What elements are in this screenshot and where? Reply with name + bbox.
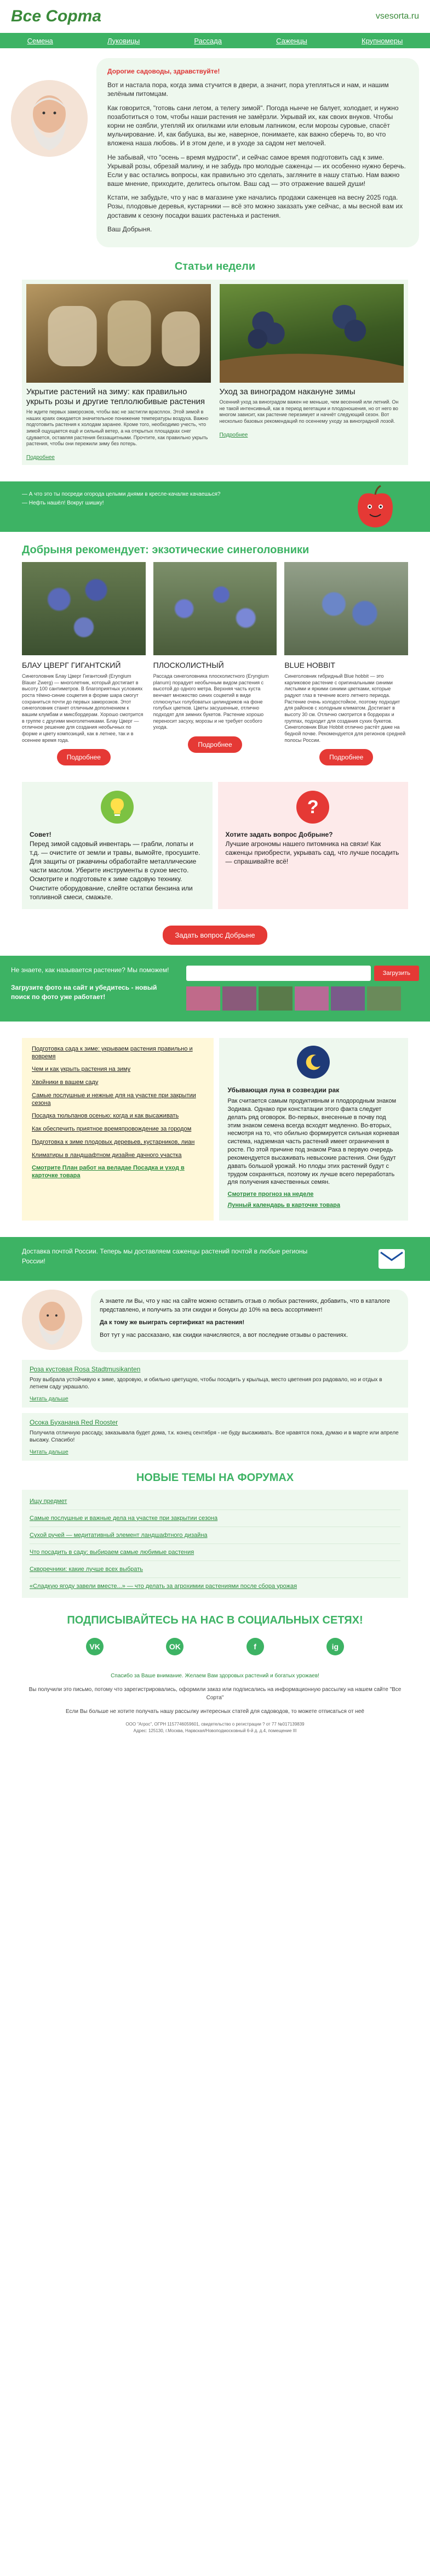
greeting: Дорогие садоводы, здравствуйте! — [107, 67, 220, 75]
product-more-button[interactable]: Подробнее — [319, 749, 373, 765]
photo-search-cta: Загрузите фото на сайт и убедитесь - новый поиск по фото уже работает! — [11, 984, 157, 1001]
post-delivery-band — [0, 1237, 430, 1281]
moon-icon — [297, 1046, 330, 1079]
article-more-link[interactable]: Подробнее — [26, 455, 55, 461]
product-card — [22, 562, 146, 765]
review-text: Получила отличную рассаду, заказывала будет дома, т.к. конец сентября - не буду высаживать. Все нравятся пока, думаю и в марте или апреле высажу. Спасибо! — [30, 1429, 399, 1444]
list-item[interactable]: Смотрите План работ на веладае Посадка и уход в карточке товара — [32, 1165, 185, 1179]
forum-topic[interactable]: Самые послушные и важные дела на участке при закрытии сезона — [30, 1510, 400, 1527]
nav-bar — [0, 33, 430, 48]
joke-line-1: — А что это ты посреди огорода целыми днями в кресле-качалке качаешься? — [22, 491, 221, 498]
articles-title: Статьи недели — [174, 260, 256, 273]
product-name[interactable]: ПЛОСКОЛИСТНЫЙ — [153, 661, 224, 670]
forum-list — [22, 1490, 408, 1598]
discount-message — [91, 1290, 408, 1352]
product-more-button[interactable]: Подробнее — [57, 749, 111, 765]
intro — [0, 48, 430, 253]
tips-row — [22, 782, 408, 909]
forum-topic[interactable]: Сухой ручей — медитативный элемент ландшафтного дизайна — [30, 1527, 400, 1544]
footer — [22, 1672, 408, 1734]
review-card — [22, 1413, 408, 1461]
photo-search-band — [0, 956, 430, 1022]
intro-signature: Ваш Добрыня. — [107, 225, 152, 233]
intro-p4: Кстати, не забудьте, что у нас в магазине уже начались продажи саженцев на весну 2025 года. Розы, плодовые деревья, кустарники — всё это можно заказать уже сейчас, а мы весной вам их доставим к сезону посадки ваших растенька и растения. — [107, 194, 403, 219]
thumb-image[interactable] — [186, 986, 220, 1011]
moon-forecast-link[interactable]: Смотрите прогноз на неделе — [227, 1191, 314, 1198]
forum-topic[interactable]: «Сладкую ягоду завели вместе...» — что делать за агрохимии растениями после сбора урожая — [30, 1582, 297, 1590]
discount-p1: А знаете ли Вы, что у нас на сайте можно оставить отзыв о любых растениях, добавить, что в каталоге представлено, и получить за эти скидки и бонусы до 10% на весь ассортимент! — [100, 1298, 391, 1313]
article-text: Осенний уход за виноградом важен не меньше, чем весенний или летний. Он не такой интенсивный, как в период вегетации и плодоношения, но от него во многом зависит, как растение перезимует и начнёт следующий сезон. Вот несколько базовых рекомендаций по осеннему уходу за виноградной лозой. — [219, 399, 399, 424]
moon-calendar-link[interactable]: Лунный календарь в карточке товара — [227, 1202, 341, 1209]
product-text: Синеголовник Блау Цверг Гигантский (Eryngium Blauer Zwerg) — многолетник, который достигает в высоту 100 сантиметров. В благоприятных условиях роста тёмно-синие соцветия в форме шара смогут сохраниться почти до первых заморозков. Этот синеголовник станет отличным дополнением к вашим клумбам и миксбордерам. Хорошо смотрится в группе с другими многолетниками. Блау Цверг — отличное решение для создания необычных по форме и цвету композиций, как в летнее, так и в осеннее время года. — [22, 673, 144, 743]
reviews-list — [22, 1360, 408, 1461]
intro-p1: Вот и настала пора, когда зима стучится в двери, а значит, пора утепляться и нам, и нашим зелёным питомцам. — [107, 81, 389, 98]
links-list — [22, 1038, 214, 1221]
review-more-link[interactable]: Читать дальше — [30, 1449, 68, 1455]
article-title[interactable]: Уход за виноградом накануне зимы — [219, 387, 356, 396]
intro-message — [96, 58, 419, 247]
recommend-title: Добрыня рекомендует: экзотические синеголовники — [22, 544, 309, 557]
nav-item-large-plants[interactable]: Крупномеры — [362, 36, 403, 45]
forum-title: НОВЫЕ ТЕМЫ НА ФОРУМАХ — [136, 1471, 294, 1484]
ask-dobrynya-button[interactable]: Задать вопрос Добрыне — [163, 926, 267, 945]
article-text: Не ждите первых заморозков, чтобы вас не застигли врасплох. Этой зимой в наших краях ожидается значительное понижение температуры воздуха. Важно подготовить растения к холодам заранее. Кроме того, необходимо учесть, что зимой ощущается ещё и сильный ветер, а на открытых площадках снег сдувается, оставляя растения беззащитными. Прочтите, как правильно укрыть растения, чтобы они пережили зиму без потерь. — [26, 409, 209, 447]
nav-item-seeds[interactable]: Семена — [27, 36, 53, 45]
dobrynya-avatar — [22, 1290, 82, 1350]
photo-upload-field[interactable] — [186, 966, 371, 981]
list-item[interactable]: Самые послушные и нежные для на участке при закрытии сезона — [32, 1092, 196, 1107]
footer-legal: ООО "Агрос", ОГРН 1157746059601, свидетельство о регистрации ? от 77 №017139839 — [125, 1721, 305, 1727]
advice-title: Совет! — [30, 831, 51, 839]
logo-text: Все Сорта — [11, 7, 102, 25]
upload-button[interactable]: Загрузить — [374, 966, 419, 981]
footer-unsubscribe[interactable]: Если Вы больше не хотите получать нашу рассылку интересных статей для садоводов, то можете отписаться от неё — [66, 1708, 364, 1715]
photo-search-widget — [186, 966, 419, 1012]
header — [0, 0, 430, 33]
product-more-button[interactable]: Подробнее — [188, 736, 242, 753]
dobrynya-avatar — [11, 80, 88, 157]
review-card — [22, 1360, 408, 1408]
ask-button-wrap — [0, 920, 430, 945]
thumb-image[interactable] — [367, 986, 401, 1011]
list-item[interactable]: Чем и как укрыть растения на зиму — [32, 1066, 131, 1073]
thumb-image[interactable] — [295, 986, 329, 1011]
footer-notice: Вы получили это письмо, потому что зарегистрировались, оформили заказ или подписались на информационную рассылку на нашем сайте "Все Сорта" — [28, 1686, 402, 1701]
product-image[interactable] — [284, 562, 408, 655]
moon-title: Убывающая луна в созвездии рак — [227, 1086, 340, 1094]
review-title[interactable]: Роза кустовая Rosa Stadtmusikanten — [30, 1365, 141, 1373]
article-card — [215, 280, 409, 465]
product-image[interactable] — [22, 562, 146, 655]
article-card — [22, 280, 215, 465]
review-text: Розу выбрала устойчивую к зиме, здоровую, и обильно цветущую, чтобы посадить у крыльца, место цветения роз радовало, но и отдых в летнем саду украшало. — [30, 1376, 382, 1391]
article-more-link[interactable]: Подробнее — [219, 432, 248, 438]
list-item[interactable]: Хвойники в вашем саду — [32, 1079, 99, 1086]
moon-box — [219, 1038, 409, 1221]
products-grid — [22, 562, 408, 765]
instagram-icon[interactable]: ig — [326, 1638, 344, 1655]
article-title[interactable]: Укрытие растений на зиму: как правильно укрыть розы и другие теплолюбивые растения — [26, 387, 205, 406]
question-icon: ? — [296, 791, 329, 824]
product-text: Синеголовник гибридный Blue hobbit — это карликовое растение с оригинальными синими листьями и яркими синими цветками, которые радуют глаз в течение всего летнего периода. Растение очень холодостойкое, поэтому подходит для районов с холодным климатом. Достигает в высоту 30 см. Отлично смотрится в бордюрах и группах, подходит для создания сухих букетов. Синеголовник Blue Hobbit отлично растёт даже на бедной почве. Рекомендуется для регионов средней полосы России. — [284, 673, 406, 743]
post-delivery-text: Доставка почтой России. Теперь мы доставляем саженцы растений почтой в любые регионы России! — [22, 1247, 308, 1265]
intro-p2: Как говорится, "готовь сани летом, а телегу зимой". Погода нынче не балует, холодает, и нужно позаботиться о том, чтобы наши растения не замёрзли. Укрывай их, как своих внуков. Чтобы корни не озябли, утепляй их опилками или еловым лапником, если морозы суровые, спасёт мульчирование. И, как бабушка, вы же, наверное, понимаете, как важно сберечь то, во что вложена наша любовь. И в этом деле, и в уходе за садом нет мелочей. — [107, 104, 399, 147]
photo-search-question: Не знаете, как называется растение? Мы поможем! — [11, 966, 169, 974]
apple-mascot-icon — [353, 484, 397, 530]
photo-thumbs — [186, 986, 419, 1011]
moon-text: Рак считается самым продуктивным и плодородным знаком Зодиака. Однако при констатации этого факта следует делать ряд оговорок. Во-первых, внесенные в почву под этим знаком семена всегда всходят медленно. Во-вторых, несмотря на то, что обильно формируется сильная корневая система, надземная часть растений имеет ограничения в росте. По этой причине под знаком Рака в первую очередь рекомендуется высаживать невысокие растения. Они будут давать большой урожай. Но плоды этих растений будут с трудом сохраняться, поэтому их лучше всего переработать для получения качественных семян. — [227, 1097, 399, 1186]
article-image[interactable] — [220, 284, 404, 383]
list-item[interactable]: Климатиры в ландшафтном дизайне дачного участка — [32, 1151, 182, 1159]
social-title: ПОДПИСЫВАЙТЕСЬ НА НАС В СОЦИАЛЬНЫХ СЕТЯХ! — [67, 1614, 363, 1626]
question-title: Хотите задать вопрос Добрыне? — [225, 831, 333, 839]
article-image[interactable] — [26, 284, 211, 383]
footer-thanks: Спасибо за Ваше внимание. Желаем Вам здоровых растений и богатых урожаев! — [111, 1672, 319, 1679]
articles-grid — [22, 280, 408, 465]
social-links — [55, 1638, 375, 1655]
product-card — [284, 562, 408, 765]
product-name[interactable]: BLUE HOBBIT — [284, 661, 335, 670]
product-card — [153, 562, 277, 765]
facebook-icon[interactable]: f — [246, 1638, 264, 1655]
lightbulb-icon — [101, 791, 134, 824]
advice-text: Перед зимой садовый инвентарь — грабли, лопаты и т.д. — очистите от земли и травы, вымойте, просушите. Для защиты от ржавчины обработайте металлические части маслом. Уберите инструменты в сухое место. Осмотрите и подготовьте к зиме садовую технику. Очистите оборудование, слейте остатки бензина или топливной смеси, смажьте. — [30, 839, 200, 901]
discount-section — [22, 1290, 408, 1352]
forum-topic[interactable]: Ищу предмет — [30, 1493, 400, 1510]
product-image[interactable] — [153, 562, 277, 655]
list-item[interactable]: Как обеспечить приятное времяпровождение за городом — [32, 1126, 192, 1133]
footer-address: Адрес: 125130, г.Москва, Нарвская/Новоподмосковный 6-й д. д.4, помещение III — [133, 1728, 297, 1733]
review-more-link[interactable]: Читать дальше — [30, 1395, 68, 1402]
nav-item-saplings[interactable]: Саженцы — [276, 36, 307, 45]
ok-icon[interactable]: OK — [166, 1638, 184, 1655]
forum-topic[interactable]: Что посадить в саду: выбираем самые любимые растения — [30, 1544, 400, 1561]
question-box — [218, 782, 409, 909]
nav-item-bulbs[interactable]: Луковицы — [107, 36, 140, 45]
joke-line-2: — Нефть нашёл! Вокруг шишку! — [22, 500, 104, 507]
discount-p2: Да к тому же выиграть сертификат на растения! — [100, 1319, 245, 1326]
product-name[interactable]: БЛАУ ЦВЕРГ ГИГАНТСКИЙ — [22, 661, 121, 670]
logo[interactable] — [11, 7, 101, 26]
list-item[interactable]: Подготовка к зиме плодовых деревьев, кустарников, лиан — [32, 1138, 195, 1145]
forum-topic[interactable]: Скворечники: какие лучше всех выбрать — [30, 1561, 400, 1578]
review-title[interactable]: Осока Бухананa Red Rooster — [30, 1418, 118, 1426]
product-text: Рассада синеголовника плосколистного (Eryngium planum) порадует необычным видом растения с высотой до одного метра. Верхняя часть куста венчает множество синих соцветий в виде сплюснутых голубоватых цилиндриков на фоне голубых цветков. Цветы засушенные, отлично подходят для зимних букетов. Растение хорошо переносит засуху, морозы и не требует особого ухода. — [153, 673, 269, 730]
question-text: Лучшие агрономы нашего питомника на связи! Как саженцы приобрести, укрывать сад, что лучше посадить — спрашивайте всё! — [225, 839, 399, 866]
list-item[interactable]: Подготовка сада к зиме: укрываем растения правильно и вовремя — [32, 1045, 193, 1060]
vk-icon[interactable]: VK — [86, 1638, 104, 1655]
joke-band — [0, 481, 430, 532]
russian-post-icon — [375, 1242, 408, 1275]
thumb-image[interactable] — [331, 986, 365, 1011]
info-columns — [22, 1038, 408, 1221]
thumb-image[interactable] — [259, 986, 293, 1011]
nav-item-seedlings[interactable]: Рассада — [194, 36, 222, 45]
site-link[interactable]: vsesorta.ru — [375, 12, 419, 21]
thumb-image[interactable] — [222, 986, 256, 1011]
photo-search-text — [11, 966, 175, 1012]
advice-box — [22, 782, 213, 909]
discount-p3: Вот тут у нас рассказано, как скидки начисляются, а вот последние отзывы о растениях. — [100, 1332, 348, 1339]
intro-p3: Не забывай, что "осень – время мудрости", и сейчас самое время подготовить сад к зиме. Укрывай розы, обрезай малину, и не забудь про молодые саженцы — их особенно нужно беречь. Если у вас остались вопросы, как правильно это сделать, загляните в нашу статью. Нам важно ваше мнение, приходите, делитесь опытом. Ваш сад — это отражение вашей души! — [107, 153, 406, 188]
list-item[interactable]: Посадка тюльпанов осенью: когда и как высаживать — [32, 1113, 179, 1120]
